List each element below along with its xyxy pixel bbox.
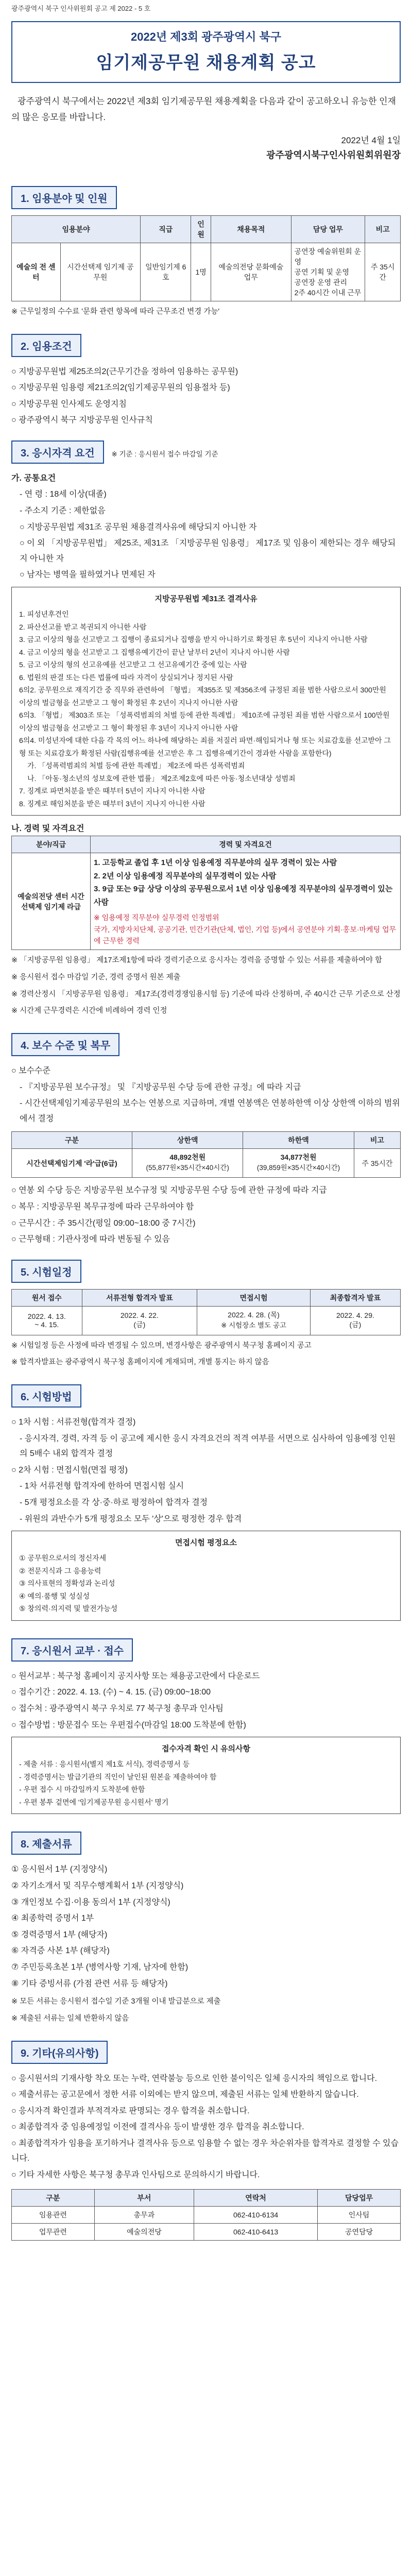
issuing-organization: 광주광역시북구인사위원회위원장 (266, 149, 401, 160)
career-note: ※ 경력산정시 「지방공무원 임용령」 제17조(경력경쟁임용시험 등) 기준에 따라 산정하며, 주 40시간 근무 기준으로 산정 (11, 990, 401, 998)
section-6-heading: 6. 시험방법 (11, 1384, 81, 1408)
schedule-date: 2022. 4. 13. (27, 1312, 66, 1321)
disq-item: 4. 금고 이상의 형을 선고받고 그 집행유예기간이 끝난 날부터 2년이 지나지 아니한 사람 (19, 648, 290, 656)
caution-item: ○ 최종합격자가 임용을 포기하거나 결격사유 등으로 임용할 수 없는 경우 차순위자를 합격자로 결정할 수 있습니다. (11, 2139, 399, 2163)
document-item: ⑤ 경력증명서 1부 (해당자) (11, 1930, 108, 1939)
document-item: ③ 개인정보 수집·이용 동의서 1부 (지정양식) (11, 1897, 170, 1907)
qual-item: ○ 이 외 「지방공무원법」 제25조, 제31조 「지방공무원 임용령」 제17조 및 임용이 제한되는 경우 해당되지 아니한 자 (20, 539, 396, 563)
document-note: ※ 모든 서류는 응시원서 접수일 기준 3개월 이내 발급분으로 제출 (11, 1997, 221, 2006)
caution-item: - 우편 봉투 겉면에 '임기제공무원 응시원서' 명기 (19, 1798, 169, 1806)
cell-field-grade: 예술의전당 센터 시간선택제 임기제 라급 (12, 853, 91, 950)
contact-duty: 인사팀 (318, 2206, 401, 2223)
announcement-date: 2022년 4월 1일 (341, 135, 401, 145)
criteria-item: ③ 의사표현의 정확성과 논리성 (19, 1579, 115, 1588)
contact-type: 임용관련 (12, 2206, 95, 2223)
cell-application (12, 1306, 82, 1335)
col-interview: 면접시험 (197, 1289, 311, 1306)
contact-table (11, 2189, 401, 2241)
cell-count: 1명 (191, 243, 211, 301)
section-9-heading: 9. 기타(유의사항) (11, 2041, 108, 2064)
col-count: 인원 (191, 215, 211, 243)
duty-item: 공연 기획 및 운영 (294, 267, 349, 276)
disqualification-title: 지방공무원법 제31조 결격사유 (154, 595, 258, 604)
qual-item: - 연 령 : 18세 이상(대졸) (20, 490, 107, 499)
schedule-date: 2022. 4. 29. (336, 1311, 374, 1320)
contact-type: 업무관련 (12, 2223, 95, 2240)
document-item: ① 응시원서 1부 (지정양식) (11, 1865, 108, 1874)
application-item: ○ 접수기간 : 2022. 4. 13. (수) ~ 4. 15. (금) 09:00~18:00 (11, 1688, 211, 1697)
application-caution-title: 접수자격 확인 시 유의사항 (162, 1744, 250, 1754)
lower-amount: 34,877천원 (280, 1153, 317, 1162)
col-purpose: 채용목적 (211, 215, 291, 243)
exam-item: - 응시자격, 경력, 자격 등 이 공고에 제시한 응시 자격요건의 적격 여부를 서면으로 심사하여 임용예정 인원의 5배수 내외 합격자 결정 (20, 1434, 396, 1459)
col-requirements: 경력 및 자격요건 (91, 836, 401, 853)
caution-item: - 제출 서류 : 응시원서(별지 제1호 서식), 경력증명서 등 (19, 1760, 190, 1769)
document-item: ② 자기소개서 및 직무수행계획서 1부 (지정양식) (11, 1882, 184, 1891)
qual-item: 가. 공통요건 (11, 473, 56, 483)
schedule-table (11, 1289, 401, 1335)
cell-category: 시간선택제임기제 '라'급(6급) (12, 1149, 132, 1178)
disq-item: 나. 「아동·청소년의 성보호에 관한 법률」 제2조제2호에 따른 아동·청소년대상 성범죄 (27, 774, 296, 783)
document-item: ⑦ 주민등록초본 1부 (병역사항 기재, 남자에 한함) (11, 1963, 188, 1972)
col-grade: 직급 (141, 215, 191, 243)
exam-item: - 1차 서류전형 합격자에 한하여 면접시험 실시 (20, 1482, 184, 1491)
cell-lower (243, 1149, 354, 1178)
cell-field: 예술의 전 센터 (12, 243, 61, 301)
caution-item: ○ 응시자격 확인결과 부적격자로 판명되는 경우 합격을 취소합니다. (11, 2106, 250, 2115)
col-remark: 비고 (365, 215, 401, 243)
criteria-item: ④ 예의·품행 및 성실성 (19, 1591, 90, 1600)
cell-upper (132, 1149, 243, 1178)
schedule-date: (금) (133, 1320, 146, 1329)
pay-item: ○ 보수수준 (11, 1066, 50, 1076)
pay-item: - 『지방공무원 보수규정』 및 『지방공무원 수당 등에 관한 규정』에 따라 지급 (20, 1082, 301, 1092)
interview-criteria-title: 면접시험 평정요소 (175, 1538, 237, 1548)
cell-duties (291, 243, 365, 301)
cell-grade: 일반임기제 6호 (141, 243, 191, 301)
col-category: 구분 (12, 1132, 132, 1149)
col-contact-duty: 담당업무 (318, 2189, 401, 2206)
contact-duty: 공연담당 (318, 2223, 401, 2240)
pay-note: ○ 근무형태 : 기관사정에 따라 변동될 수 있음 (11, 1235, 170, 1244)
caution-item: ○ 최종합격자 중 임용예정일 이전에 결격사유 등이 발생한 경우 합격을 취소합니다. (11, 2123, 304, 2132)
application-caution-box (11, 1737, 401, 1814)
career-note: ※ 시간제 근무경력은 시간에 비례하여 경력 인정 (11, 1007, 167, 1015)
title-line-2: 임기제공무원 채용계획 공고 (96, 53, 316, 73)
schedule-note: ※ 시험장소 별도 공고 (221, 1321, 286, 1329)
cell-purpose: 예술의전당 문화예술 업무 (211, 243, 291, 301)
col-department: 부서 (94, 2189, 194, 2206)
duty-item: 공연장 운영 관리 (294, 278, 348, 286)
section-4-heading: 4. 보수 수준 및 복무 (11, 1033, 119, 1056)
caution-item: - 우편 접수 시 마감일까지 도착분에 한함 (19, 1785, 145, 1794)
career-table (11, 836, 401, 950)
cell-requirements (91, 853, 401, 950)
exam-item: - 5개 평정요소를 각 상·중·하로 평정하여 합격자 결정 (20, 1498, 208, 1507)
cell-pay-remark: 주 35시간 (354, 1149, 400, 1178)
schedule-date: (금) (349, 1320, 362, 1329)
col-application: 원서 접수 (12, 1289, 82, 1306)
cell-sub: 시간선택제 임기제 공무원 (60, 243, 141, 301)
qual-item: ○ 지방공무원법 제31조 공무원 채용결격사유에 해당되지 아니한 자 (20, 522, 257, 532)
exam-item: ○ 1차 시험 : 서류전형(합격자 결정) (11, 1417, 136, 1427)
career-note: ※ 응시원서 접수 마감일 기준, 경력 증명서 원본 제출 (11, 973, 181, 982)
schedule-note: ※ 시험일정 등은 사정에 따라 변경될 수 있으며, 변경사항은 광주광역시 북구청 홈페이지 공고 (11, 1341, 312, 1350)
req-line: 3. 9급 또는 9급 상당 이상의 공무원으로서 1년 이상 임용예정 직무분야의 실무경력이 있는 사람 (94, 885, 393, 907)
upper-amount: 48,892천원 (169, 1153, 206, 1162)
col-final-result: 최종합격자 발표 (310, 1289, 400, 1306)
req-line: 국가, 지방자치단체, 공공기관, 민간기관(단체, 법인, 기업 등)에서 공연분야 기획·홍보·마케팅 업무에 근무한 경력 (94, 925, 397, 945)
title-line-1: 2022년 제3회 광주광역시 북구 (130, 30, 282, 43)
contact-phone: 062-410-6413 (194, 2223, 318, 2240)
document-item: ⑧ 기타 증빙서류 (가점 관련 서류 등 해당자) (11, 1979, 168, 1988)
application-item: ○ 접수방법 : 방문접수 또는 우편접수(마감일 18:00 도착분에 한함) (11, 1720, 246, 1730)
document-item: ⑥ 자격증 사본 1부 (해당자) (11, 1946, 110, 1956)
section-3-heading: 3. 응시자격 요건 (11, 440, 104, 464)
col-lower: 하한액 (243, 1132, 354, 1149)
pay-item: - 시간선택제임기제공무원의 보수는 연봉으로 지급하며, 개별 연봉액은 연봉하한액 이상 상한액 이하의 범위에서 결정 (20, 1099, 400, 1123)
pay-note: ○ 복무 : 지방공무원 복무규정에 따라 근무하여야 함 (11, 1202, 194, 1211)
cell-final-result (310, 1306, 400, 1335)
condition-item: ○ 지방공무원법 제25조의2(근무기간을 정하여 임용하는 공무원) (11, 367, 238, 376)
col-upper: 상한액 (132, 1132, 243, 1149)
condition-item: ○ 광주광역시 북구 지방공무원 인사규칙 (11, 416, 153, 425)
cell-remark: 주 35시간 (365, 243, 401, 301)
section-2-heading: 2. 임용조건 (11, 334, 81, 357)
pay-note: ○ 연봉 외 수당 등은 지방공무원 보수규정 및 지방공무원 수당 등에 관한 규정에 따라 지급 (11, 1186, 327, 1195)
caution-item: - 경력증명서는 발급기관의 직인이 날인된 원본을 제출하여야 함 (19, 1772, 217, 1781)
disq-item: 6의2. 공무원으로 재직기간 중 직무와 관련하여 「형법」 제355조 및 제356조에 규정된 죄를 범한 사람으로서 300만원 이상의 벌금형을 선고받고 그 형이 확정된 후 2년이 지나지 아니한 사람 (19, 686, 386, 707)
section-1-heading: 1. 임용분야 및 인원 (11, 186, 117, 209)
disq-item: 8. 징계로 해임처분을 받은 때부터 3년이 지나지 아니한 사람 (19, 799, 205, 808)
cell-doc-result (82, 1306, 197, 1335)
condition-item: ○ 지방공무원 인사제도 운영지침 (11, 399, 127, 409)
duty-item: 공연장 예술위원회 운영 (294, 247, 362, 266)
section-5-heading: 5. 시험일정 (11, 1260, 81, 1283)
cell-interview (197, 1306, 311, 1335)
disq-item: 6의3. 「형법」 제303조 또는 「성폭력범죄의 처벌 등에 관한 특례법」 제10조에 규정된 죄를 범한 사람으로서 100만원 이상의 벌금형을 선고받고 그 형이 확정된 후 3년이 지나지 아니한 사람 (19, 711, 390, 732)
career-note: ※ 「지방공무원 임용령」 제17조제1항에 따라 경력기준으로 응시자는 경력을 증명할 수 있는 서류를 제출하여야 함 (11, 956, 383, 965)
col-pay-remark: 비고 (354, 1132, 400, 1149)
condition-item: ○ 지방공무원 임용령 제21조의2(임기제공무원의 임용절차 등) (11, 383, 230, 393)
exam-item: - 위원의 과반수가 5개 평정요소 모두 '상'으로 평정한 경우 합격 (20, 1514, 242, 1523)
section-3-header (11, 429, 401, 470)
col-field: 임용분야 (12, 215, 141, 243)
col-contact-type: 구분 (12, 2189, 95, 2206)
req-line: ※ 임용예정 직무분야 실무경력 인정범위 (94, 913, 219, 922)
criteria-item: ⑤ 창의력·의지력 및 발전가능성 (19, 1604, 118, 1613)
req-line: 1. 고등학교 졸업 후 1년 이상 임용예정 직무분야의 실무 경력이 있는 사람 (94, 858, 337, 868)
disq-item: 5. 금고 이상의 형의 선고유예를 선고받고 그 선고유예기간 중에 있는 사람 (19, 660, 247, 669)
disq-item: 2. 파산선고를 받고 복권되지 아니한 사람 (19, 622, 147, 631)
disq-item: 6. 법원의 판결 또는 다른 법률에 따라 자격이 상실되거나 정지된 사람 (19, 673, 233, 682)
caution-item: ○ 응시원서의 기재사항 착오 또는 누락, 연락불능 등으로 인한 불이익은 일체 응시자의 책임으로 합니다. (11, 2074, 377, 2083)
disq-item: 3. 금고 이상의 형을 선고받고 그 집행이 종료되거나 집행을 받지 아니하기로 확정된 후 5년이 지나지 아니한 사람 (19, 635, 368, 644)
pay-table (11, 1131, 401, 1178)
criteria-item: ② 전문지식과 그 응용능력 (19, 1566, 101, 1575)
section-7-heading: 7. 응시원서 교부 · 접수 (11, 1638, 133, 1662)
schedule-date: 2022. 4. 22. (120, 1311, 159, 1320)
intro-paragraph: 광주광역시 북구에서는 2022년 제3회 임기제공무원 채용계획을 다음과 같이 공고하오니 유능한 인재의 많은 응모를 바랍니다. (11, 96, 396, 123)
col-phone: 연락처 (194, 2189, 318, 2206)
interview-criteria-box (11, 1531, 401, 1621)
document-note: ※ 제출된 서류는 일체 반환하지 않음 (11, 2014, 129, 2023)
col-field-grade: 분야/직급 (12, 836, 91, 853)
title-box (11, 21, 401, 83)
disq-item: 6의4. 미성년자에 대한 다음 각 목의 어느 하나에 해당하는 죄를 저질러 파면·해임되거나 형 또는 치료감호를 선고받아 그 형 또는 치료감호가 확정된 사람(집행유예를 선고받은 후 그 집행유예기간이 경과한 사람을 포함한다) (19, 736, 391, 757)
req-line: 2. 2년 이상 임용예정 직무분야의 실무경력이 있는 사람 (94, 871, 277, 880)
disq-item: 가. 「성폭력범죄의 처벌 등에 관한 특례법」 제2조에 따른 성폭력범죄 (27, 761, 245, 770)
application-item: ○ 접수처 : 광주광역시 북구 우치로 77 북구청 총무과 인사팀 (11, 1704, 224, 1714)
col-duties: 담당 업무 (291, 215, 365, 243)
schedule-date: ~ 4. 15. (35, 1320, 59, 1329)
disq-item: 7. 징계로 파면처분을 받은 때부터 5년이 지나지 아니한 사람 (19, 787, 205, 795)
contact-phone: 062-410-6134 (194, 2206, 318, 2223)
duty-item: 2주 40시간 이내 근무 (294, 288, 362, 297)
lower-formula: (39,859원×35시간×40시간) (256, 1164, 340, 1172)
document-item: ④ 최종학력 증명서 1부 (11, 1914, 94, 1923)
announcement-number: 광주광역시 북구 인사위원회 공고 제 2022 - 5 호 (11, 5, 151, 12)
upper-formula: (55,877원×35시간×40시간) (146, 1164, 229, 1172)
career-subheading: 나. 경력 및 자격요건 (11, 824, 84, 834)
application-item: ○ 원서교부 : 북구청 홈페이지 공지사항 또는 채용공고란에서 다운로드 (11, 1671, 260, 1681)
schedule-date: 2022. 4. 28. (목) (228, 1310, 280, 1319)
schedule-note: ※ 합격자발표는 광주광역시 북구청 홈페이지에 게재되며, 개별 통지는 하지 않음 (11, 1358, 269, 1367)
contact-department: 예술의전당 (94, 2223, 194, 2240)
pay-note: ○ 근무시간 : 주 35시간(평일 09:00~18:00 중 7시간) (11, 1218, 196, 1228)
qual-item: ○ 남자는 병역을 필하였거나 면제된 자 (20, 570, 156, 580)
col-doc-result: 서류전형 합격자 발표 (82, 1289, 197, 1306)
disq-item: 1. 피성년후견인 (19, 610, 69, 619)
section-3-note: ※ 기준 : 응시원서 접수 마감일 기준 (111, 450, 218, 458)
disqualification-box (11, 587, 401, 816)
caution-item: ○ 기타 자세한 사항은 북구청 총무과 인사팀으로 문의하시기 바랍니다. (11, 2171, 260, 2180)
contact-department: 총무과 (94, 2206, 194, 2223)
section-1-note: ※ 근무일정의 수수료 '문화 관련 항목에 따라 근무조건 변경 가능' (11, 307, 220, 316)
qual-item: - 주소지 기준 : 제한없음 (20, 506, 106, 516)
criteria-item: ① 공무원으로서의 정신자세 (19, 1554, 107, 1563)
positions-table (11, 215, 401, 301)
caution-item: ○ 제출서류는 공고문에서 정한 서류 이외에는 받지 않으며, 제출된 서류는 일체 반환하지 않습니다. (11, 2090, 359, 2099)
exam-item: ○ 2차 시험 : 면접시험(면접 평정) (11, 1465, 128, 1475)
section-8-heading: 8. 제출서류 (11, 1832, 81, 1855)
